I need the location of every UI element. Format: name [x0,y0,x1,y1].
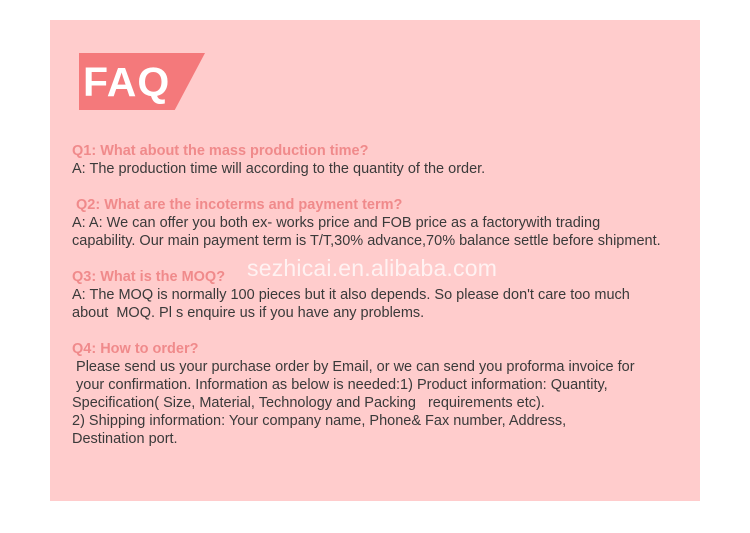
watermark: sezhicai.en.alibaba.com [247,255,498,281]
faq-answer-1: A: The production time will according to the quantity of the order. [72,161,486,177]
faq-answer-4: Please send us your purchase order by Email, or we can send you proforma invoice for your confirmation. Information as below is needed:1) Product information: Quantity, Specification( Size, Material, Technology and Packing requirements etc). 2) Shipping information: Your company name, Phone& Fax number, Address, Destination port. [72,359,635,447]
faq-answer-3: A: The MOQ is normally 100 pieces but it also depends. So please don't care too much about MOQ. Pl s enquire us if you have any problems. [72,287,630,321]
faq-item-2 [72,196,702,250]
faq-question-4: Q4: How to order? [72,341,199,357]
faq-item-1 [72,142,702,178]
faq-title: FAQ [83,59,171,105]
faq-question-1: Q1: What about the mass production time? [72,143,369,159]
faq-answer-2: A: A: We can offer you both ex- works price and FOB price as a factorywith trading capability. Our main payment term is T/T,30% advance,70% balance settle before shipment. [72,215,661,249]
faq-question-3: Q3: What is the MOQ? [72,269,226,285]
faq-question-2: Q2: What are the incoterms and payment term? [72,197,403,213]
faq-item-4 [72,340,702,448]
